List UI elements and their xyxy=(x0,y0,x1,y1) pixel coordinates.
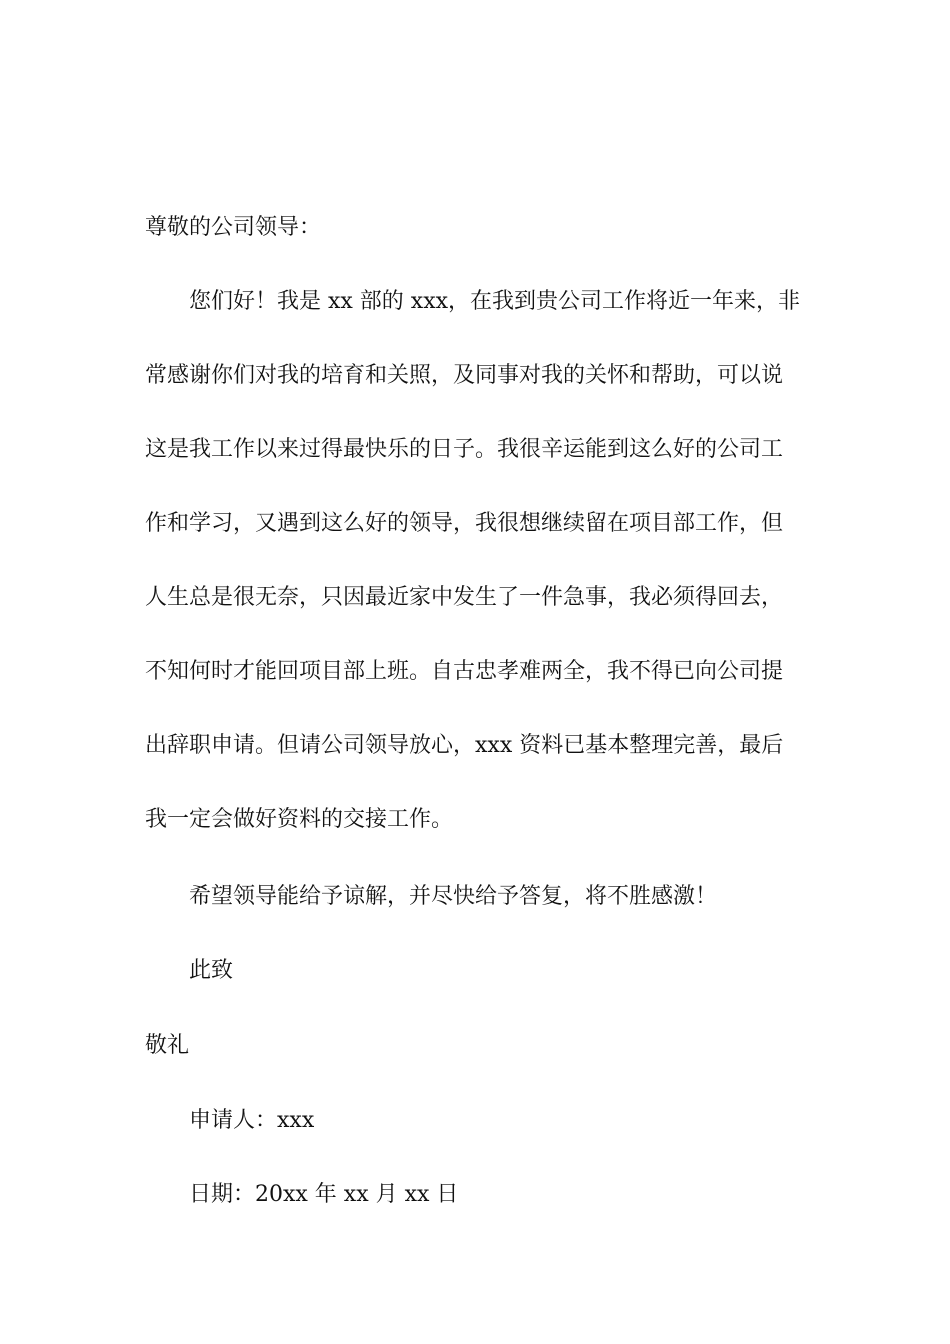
body-line-2: 常感谢你们对我的培育和关照，及同事对我的关怀和帮助，可以说 xyxy=(145,363,784,388)
date-line: 日期：20xx 年 xx 月 xx 日 xyxy=(189,1182,459,1207)
body-line-4: 作和学习，又遇到这么好的领导，我很想继续留在项目部工作，但 xyxy=(145,511,784,536)
closing-cizhi: 此致 xyxy=(189,958,234,983)
applicant-line: 申请人：xxx xyxy=(189,1108,315,1133)
body-line-3: 这是我工作以来过得最快乐的日子。我很辛运能到这么好的公司工 xyxy=(145,437,784,462)
body-line-7: 出辞职申请。但请公司领导放心，xxx 资料已基本整理完善，最后 xyxy=(145,733,784,758)
closing-jingli: 敬礼 xyxy=(145,1033,190,1058)
body-line-8: 我一定会做好资料的交接工作。 xyxy=(145,807,454,832)
body-line-5: 人生总是很无奈，只因最近家中发生了一件急事，我必须得回去， xyxy=(145,585,784,610)
salutation: 尊敬的公司领导： xyxy=(145,215,322,240)
body-line-1: 您们好！我是 xx 部的 xxx，在我到贵公司工作将近一年来，非 xyxy=(189,289,801,314)
hope-paragraph: 希望领导能给予谅解，并尽快给予答复，将不胜感激！ xyxy=(189,884,718,909)
body-line-6: 不知何时才能回项目部上班。自古忠孝难两全，我不得已向公司提 xyxy=(145,659,784,684)
